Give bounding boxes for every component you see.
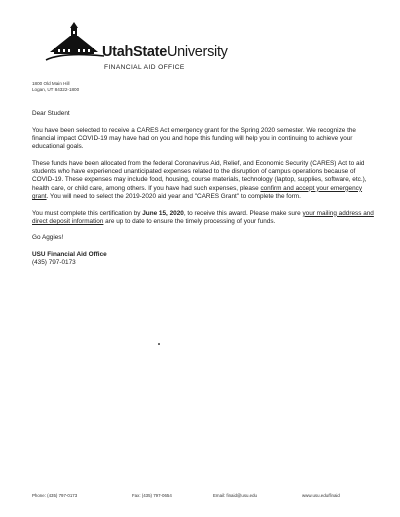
paragraph-3-mid: , to receive this award. Please make sure: [183, 209, 303, 217]
office-name: FINANCIAL AID OFFICE: [104, 64, 185, 71]
footer-fax: Fax: (435) 797-0654: [132, 493, 172, 498]
address-line-2: Logan, UT 84322-1800: [32, 87, 80, 92]
scan-speck: [158, 343, 160, 345]
mailing-address: [32, 81, 79, 93]
university-name-bold: UtahState: [102, 44, 167, 60]
paragraph-3-text: You must complete this certification by: [32, 209, 143, 217]
paragraph-2: [32, 160, 377, 201]
usu-logo: [44, 22, 228, 78]
deadline-date: June 15, 2020: [142, 209, 184, 217]
paragraph-3-end: are up to date to ensure the timely processing of your funds.: [103, 217, 276, 225]
old-main-tower-icon: [44, 22, 108, 62]
address-line-1: 1800 Old Main Hill: [32, 81, 70, 86]
paragraph-3: [32, 210, 377, 227]
footer-email[interactable]: Email: finaid@usu.edu: [213, 493, 257, 498]
signature-phone: (435) 797-0173: [32, 259, 76, 267]
letter-body: [32, 110, 377, 268]
salutation: Dear Student: [32, 110, 70, 117]
signature-name: USU Financial Aid Office: [32, 251, 107, 259]
footer-website[interactable]: www.usu.edu/finaid: [302, 493, 340, 498]
paragraph-1: You have been selected to receive a CARES Act emergency grant for the Spring 2020 semester. We recognize the financial impact COVID-19 may have had on you and hope this funding will help you in continuing to achieve your educational goals.: [32, 126, 356, 151]
accept-grant-link[interactable]: confirm and accept your emergency grant: [32, 184, 363, 200]
paragraph-2-text: These funds have been allocated from the federal Coronavirus Aid, Relief, and Economic Security (CARES) Act to aid students who have experienced unanticipated expenses related to the disruption of campus operations because of COVID-19. These expenses may include food, housing, course materials, technology (laptop, supplies, software, etc.), health care, or child care, among others. If you have had such expenses, please: [32, 159, 367, 192]
university-name: [102, 44, 228, 60]
paragraph-2-end: . You will need to select the 2019-2020 aid year and "CARES Grant" to complete the form.: [46, 192, 301, 200]
mailing-deposit-link[interactable]: your mailing address and direct deposit information: [32, 209, 374, 225]
closing: Go Aggies!: [32, 234, 64, 242]
university-name-rest: University: [166, 44, 228, 60]
footer-phone: Phone: (435) 797-0173: [32, 493, 78, 498]
